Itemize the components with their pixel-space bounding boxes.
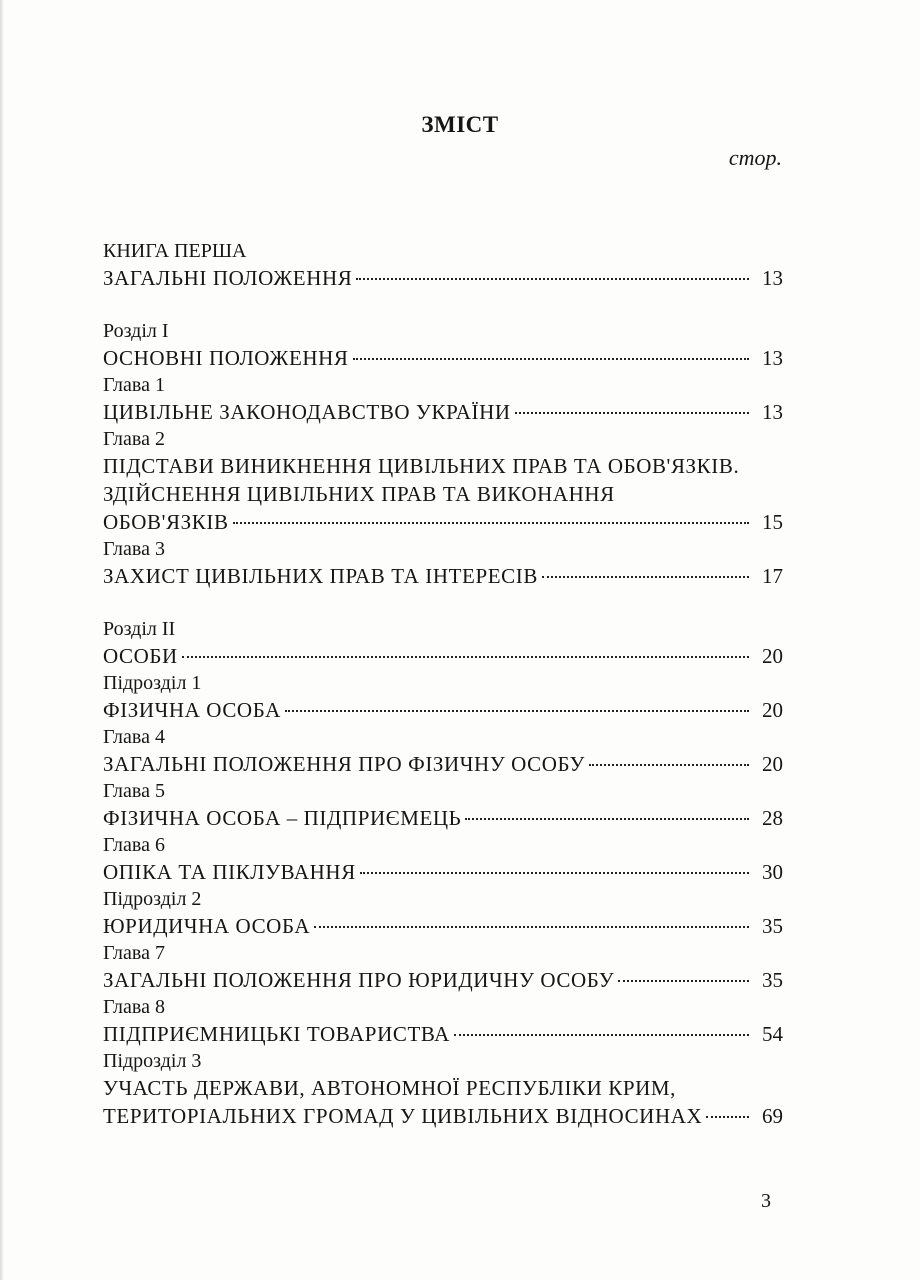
dot-leader xyxy=(233,522,749,524)
toc-section-label: КНИГА ПЕРША xyxy=(103,240,247,262)
toc-section-label: Розділ II xyxy=(103,618,176,640)
toc-entry xyxy=(103,858,783,886)
toc-page-number: 35 xyxy=(762,968,783,992)
toc-entry-line xyxy=(103,1020,783,1048)
dot-leader xyxy=(515,412,749,414)
dot-leader xyxy=(360,872,749,874)
toc-page-number: 17 xyxy=(762,564,783,588)
toc-section-label: Розділ I xyxy=(103,320,169,342)
toc-entry-text: ОПІКА ТА ПІКЛУВАННЯ xyxy=(103,860,356,884)
toc-entry-text: ЗАХИСТ ЦИВІЛЬНИХ ПРАВ ТА ІНТЕРЕСІВ xyxy=(103,564,538,588)
toc-page-number: 15 xyxy=(762,510,783,534)
toc-entry-line: УЧАСТЬ ДЕРЖАВИ, АВТОНОМНОЇ РЕСПУБЛІКИ КРИМ, xyxy=(103,1076,677,1100)
toc-page-number: 20 xyxy=(762,644,783,668)
toc-page-number: 54 xyxy=(762,1022,783,1046)
toc-entry-line: ПІДСТАВИ ВИНИКНЕННЯ ЦИВІЛЬНИХ ПРАВ ТА ОБОВ'ЯЗКІВ. xyxy=(103,454,740,478)
toc-entry-text: ЗАГАЛЬНІ ПОЛОЖЕННЯ xyxy=(103,266,353,290)
dot-leader xyxy=(454,1034,749,1036)
toc-entry xyxy=(103,696,783,724)
toc-entry-text: ЗАГАЛЬНІ ПОЛОЖЕННЯ ПРО ФІЗИЧНУ ОСОБУ xyxy=(103,752,585,776)
toc-entry-text: ОБОВ'ЯЗКІВ xyxy=(103,510,229,534)
toc-entry-line xyxy=(103,562,783,590)
toc-chapter-label: Глава 7 xyxy=(103,942,165,964)
dot-leader xyxy=(706,1116,749,1118)
toc-page-number: 13 xyxy=(762,400,783,424)
toc-page-number: 13 xyxy=(762,346,783,370)
toc-chapter-label: Глава 3 xyxy=(103,538,165,560)
toc-chapter-label: Глава 5 xyxy=(103,780,165,802)
toc-entry-text: ФІЗИЧНА ОСОБА xyxy=(103,698,281,722)
toc-entry-line xyxy=(103,750,783,778)
toc-block-section2 xyxy=(103,616,783,1130)
dot-leader xyxy=(285,710,749,712)
toc-chapter-label: Глава 8 xyxy=(103,996,165,1018)
toc-entry-text: ЗАГАЛЬНІ ПОЛОЖЕННЯ ПРО ЮРИДИЧНУ ОСОБУ xyxy=(103,968,615,992)
page-edge-shadow xyxy=(0,0,4,1280)
toc-page-number: 28 xyxy=(762,806,783,830)
toc-chapter-label: Глава 2 xyxy=(103,428,165,450)
dot-leader xyxy=(589,764,749,766)
page-column-label: стор. xyxy=(728,145,782,170)
toc-entry-text: ОСНОВНІ ПОЛОЖЕННЯ xyxy=(103,346,349,370)
toc-entry xyxy=(103,1020,783,1048)
toc-entry-line xyxy=(103,398,783,426)
toc-entry xyxy=(103,344,783,372)
toc-entry-line xyxy=(103,1102,783,1130)
toc-page-number: 69 xyxy=(762,1104,783,1128)
toc-page-number: 13 xyxy=(762,266,783,290)
dot-leader xyxy=(465,818,749,820)
toc-entry-line xyxy=(103,642,783,670)
section-gap xyxy=(103,292,783,318)
dot-leader xyxy=(356,278,749,280)
toc-entry-line xyxy=(103,696,783,724)
section-gap xyxy=(103,590,783,616)
toc-entry-text: ФІЗИЧНА ОСОБА – ПІДПРИЄМЕЦЬ xyxy=(103,806,462,830)
toc-entry xyxy=(103,264,783,292)
toc-entry-line xyxy=(103,508,783,536)
toc-page-number: 20 xyxy=(762,698,783,722)
toc-entry xyxy=(103,750,783,778)
toc-page-number: 20 xyxy=(762,752,783,776)
toc-chapter-label: Підрозділ 1 xyxy=(103,672,202,694)
toc-page-number: 35 xyxy=(762,914,783,938)
toc-chapter-label: Підрозділ 3 xyxy=(103,1050,202,1072)
toc-chapter-label: Глава 6 xyxy=(103,834,165,856)
page-number: 3 xyxy=(761,1190,771,1212)
toc-entry xyxy=(103,804,783,832)
toc-chapter-label: Підрозділ 2 xyxy=(103,888,202,910)
toc-entry-line xyxy=(103,966,783,994)
toc-entry xyxy=(103,966,783,994)
toc-entry xyxy=(103,642,783,670)
toc-entry-line xyxy=(103,858,783,886)
toc-entry-text: ПІДПРИЄМНИЦЬКІ ТОВАРИСТВА xyxy=(103,1022,450,1046)
dot-leader xyxy=(314,926,749,928)
toc-entry-line xyxy=(103,344,783,372)
toc-chapter-label: Глава 4 xyxy=(103,726,165,748)
dot-leader xyxy=(353,358,749,360)
toc-entry-line xyxy=(103,804,783,832)
dot-leader xyxy=(542,576,749,578)
toc-entry-text: ЮРИДИЧНА ОСОБА xyxy=(103,914,311,938)
toc-entry-text: ОСОБИ xyxy=(103,644,178,668)
toc-block-section1 xyxy=(103,318,783,590)
toc-entry xyxy=(103,452,783,536)
toc-entry xyxy=(103,562,783,590)
toc-entry-text: ЦИВІЛЬНЕ ЗАКОНОДАВСТВО УКРАЇНИ xyxy=(103,400,511,424)
dot-leader xyxy=(618,980,749,982)
toc-entry xyxy=(103,398,783,426)
toc-chapter-label: Глава 1 xyxy=(103,374,165,396)
dot-leader xyxy=(182,656,749,658)
toc-entry-line xyxy=(103,264,783,292)
toc-entry-text: ТЕРИТОРІАЛЬНИХ ГРОМАД У ЦИВІЛЬНИХ ВІДНОСИНАХ xyxy=(103,1104,703,1128)
page-title: ЗМІСТ xyxy=(421,112,499,137)
toc-entry-line xyxy=(103,912,783,940)
toc-page-number: 30 xyxy=(762,860,783,884)
toc-block-book1 xyxy=(103,238,783,292)
toc-entry xyxy=(103,912,783,940)
toc-entry-line: ЗДІЙСНЕННЯ ЦИВІЛЬНИХ ПРАВ ТА ВИКОНАННЯ xyxy=(103,482,615,506)
toc-entry xyxy=(103,1074,783,1130)
table-of-contents xyxy=(103,238,783,1130)
